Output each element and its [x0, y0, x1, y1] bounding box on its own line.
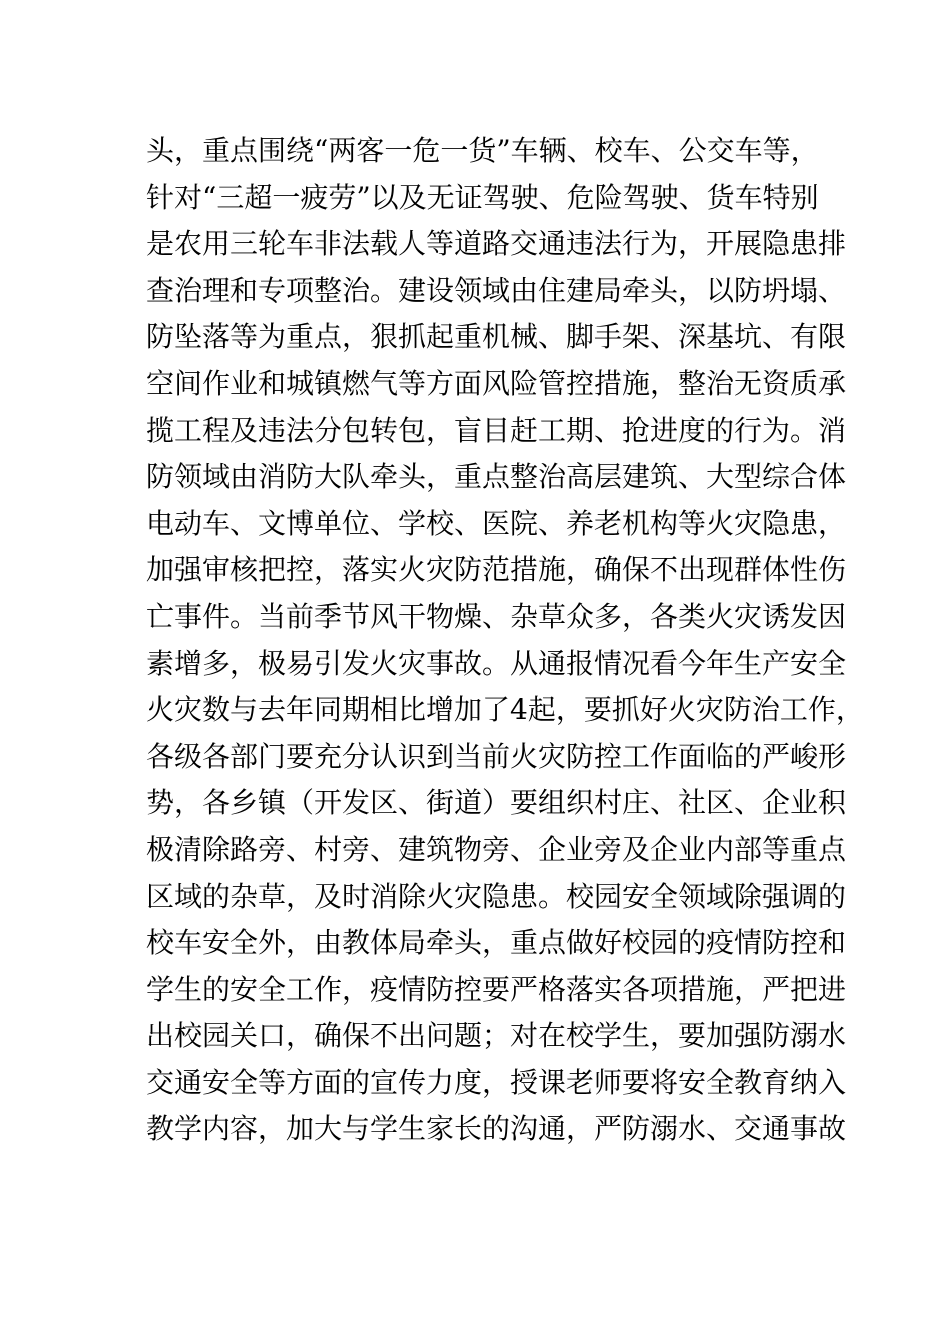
text-line: 查治理和专项整治。建设领域由住建局牵头，以防坍塌、: [146, 273, 847, 307]
text-line: 极清除路旁、村旁、建筑物旁、企业旁及企业内部等重点: [146, 832, 847, 866]
text-line: 防坠落等为重点，狠抓起重机械、脚手架、深基坑、有限: [146, 320, 847, 354]
text-line: 教学内容，加大与学生家长的沟通，严防溺水、交通事故: [146, 1112, 847, 1146]
text-line: 亡事件。当前季节风干物燥、杂草众多，各类火灾诱发因: [146, 599, 847, 633]
text-line: 针对“三超一疲劳”以及无证驾驶、危险驾驶、货车特别: [146, 180, 819, 214]
text-line: 电动车、文博单位、学校、医院、养老机构等火灾隐患，: [146, 506, 847, 540]
text-line: 区域的杂草，及时消除火灾隐患。校园安全领域除强调的: [146, 879, 847, 913]
text-line: 素增多，极易引发火灾事故。从通报情况看今年生产安全: [146, 646, 847, 680]
text-line: 势，各乡镇（开发区、街道）要组织村庄、社区、企业积: [146, 786, 847, 820]
text-line: 空间作业和城镇燃气等方面风险管控措施，整治无资质承: [146, 366, 847, 400]
text-line: 头，重点围绕“两客一危一货”车辆、校车、公交车等，: [146, 134, 819, 167]
body-text: [146, 128, 864, 1153]
text-line: 防领域由消防大队牵头，重点整治高层建筑、大型综合体: [146, 460, 847, 494]
text-line: 校车安全外，由教体局牵头，重点做好校园的疫情防控和: [146, 926, 847, 960]
text-line: 揽工程及违法分包转包，盲目赶工期、抢进度的行为。消: [146, 413, 847, 447]
text-line: 加强审核把控，落实火灾防范措施，确保不出现群体性伤: [146, 553, 847, 587]
text-line: 火灾数与去年同期相比增加了4起，要抓好火灾防治工作，: [146, 693, 864, 727]
text-line: 各级各部门要充分认识到当前火灾防控工作面临的严峻形: [146, 739, 847, 773]
text-line: 交通安全等方面的宣传力度，授课老师要将安全教育纳入: [146, 1065, 847, 1099]
text-line: 出校园关口，确保不出问题；对在校学生，要加强防溺水: [146, 1019, 847, 1053]
text-line: 学生的安全工作，疫情防控要严格落实各项措施，严把进: [146, 972, 847, 1006]
text-line: 是农用三轮车非法载人等道路交通违法行为，开展隐患排: [146, 227, 847, 261]
